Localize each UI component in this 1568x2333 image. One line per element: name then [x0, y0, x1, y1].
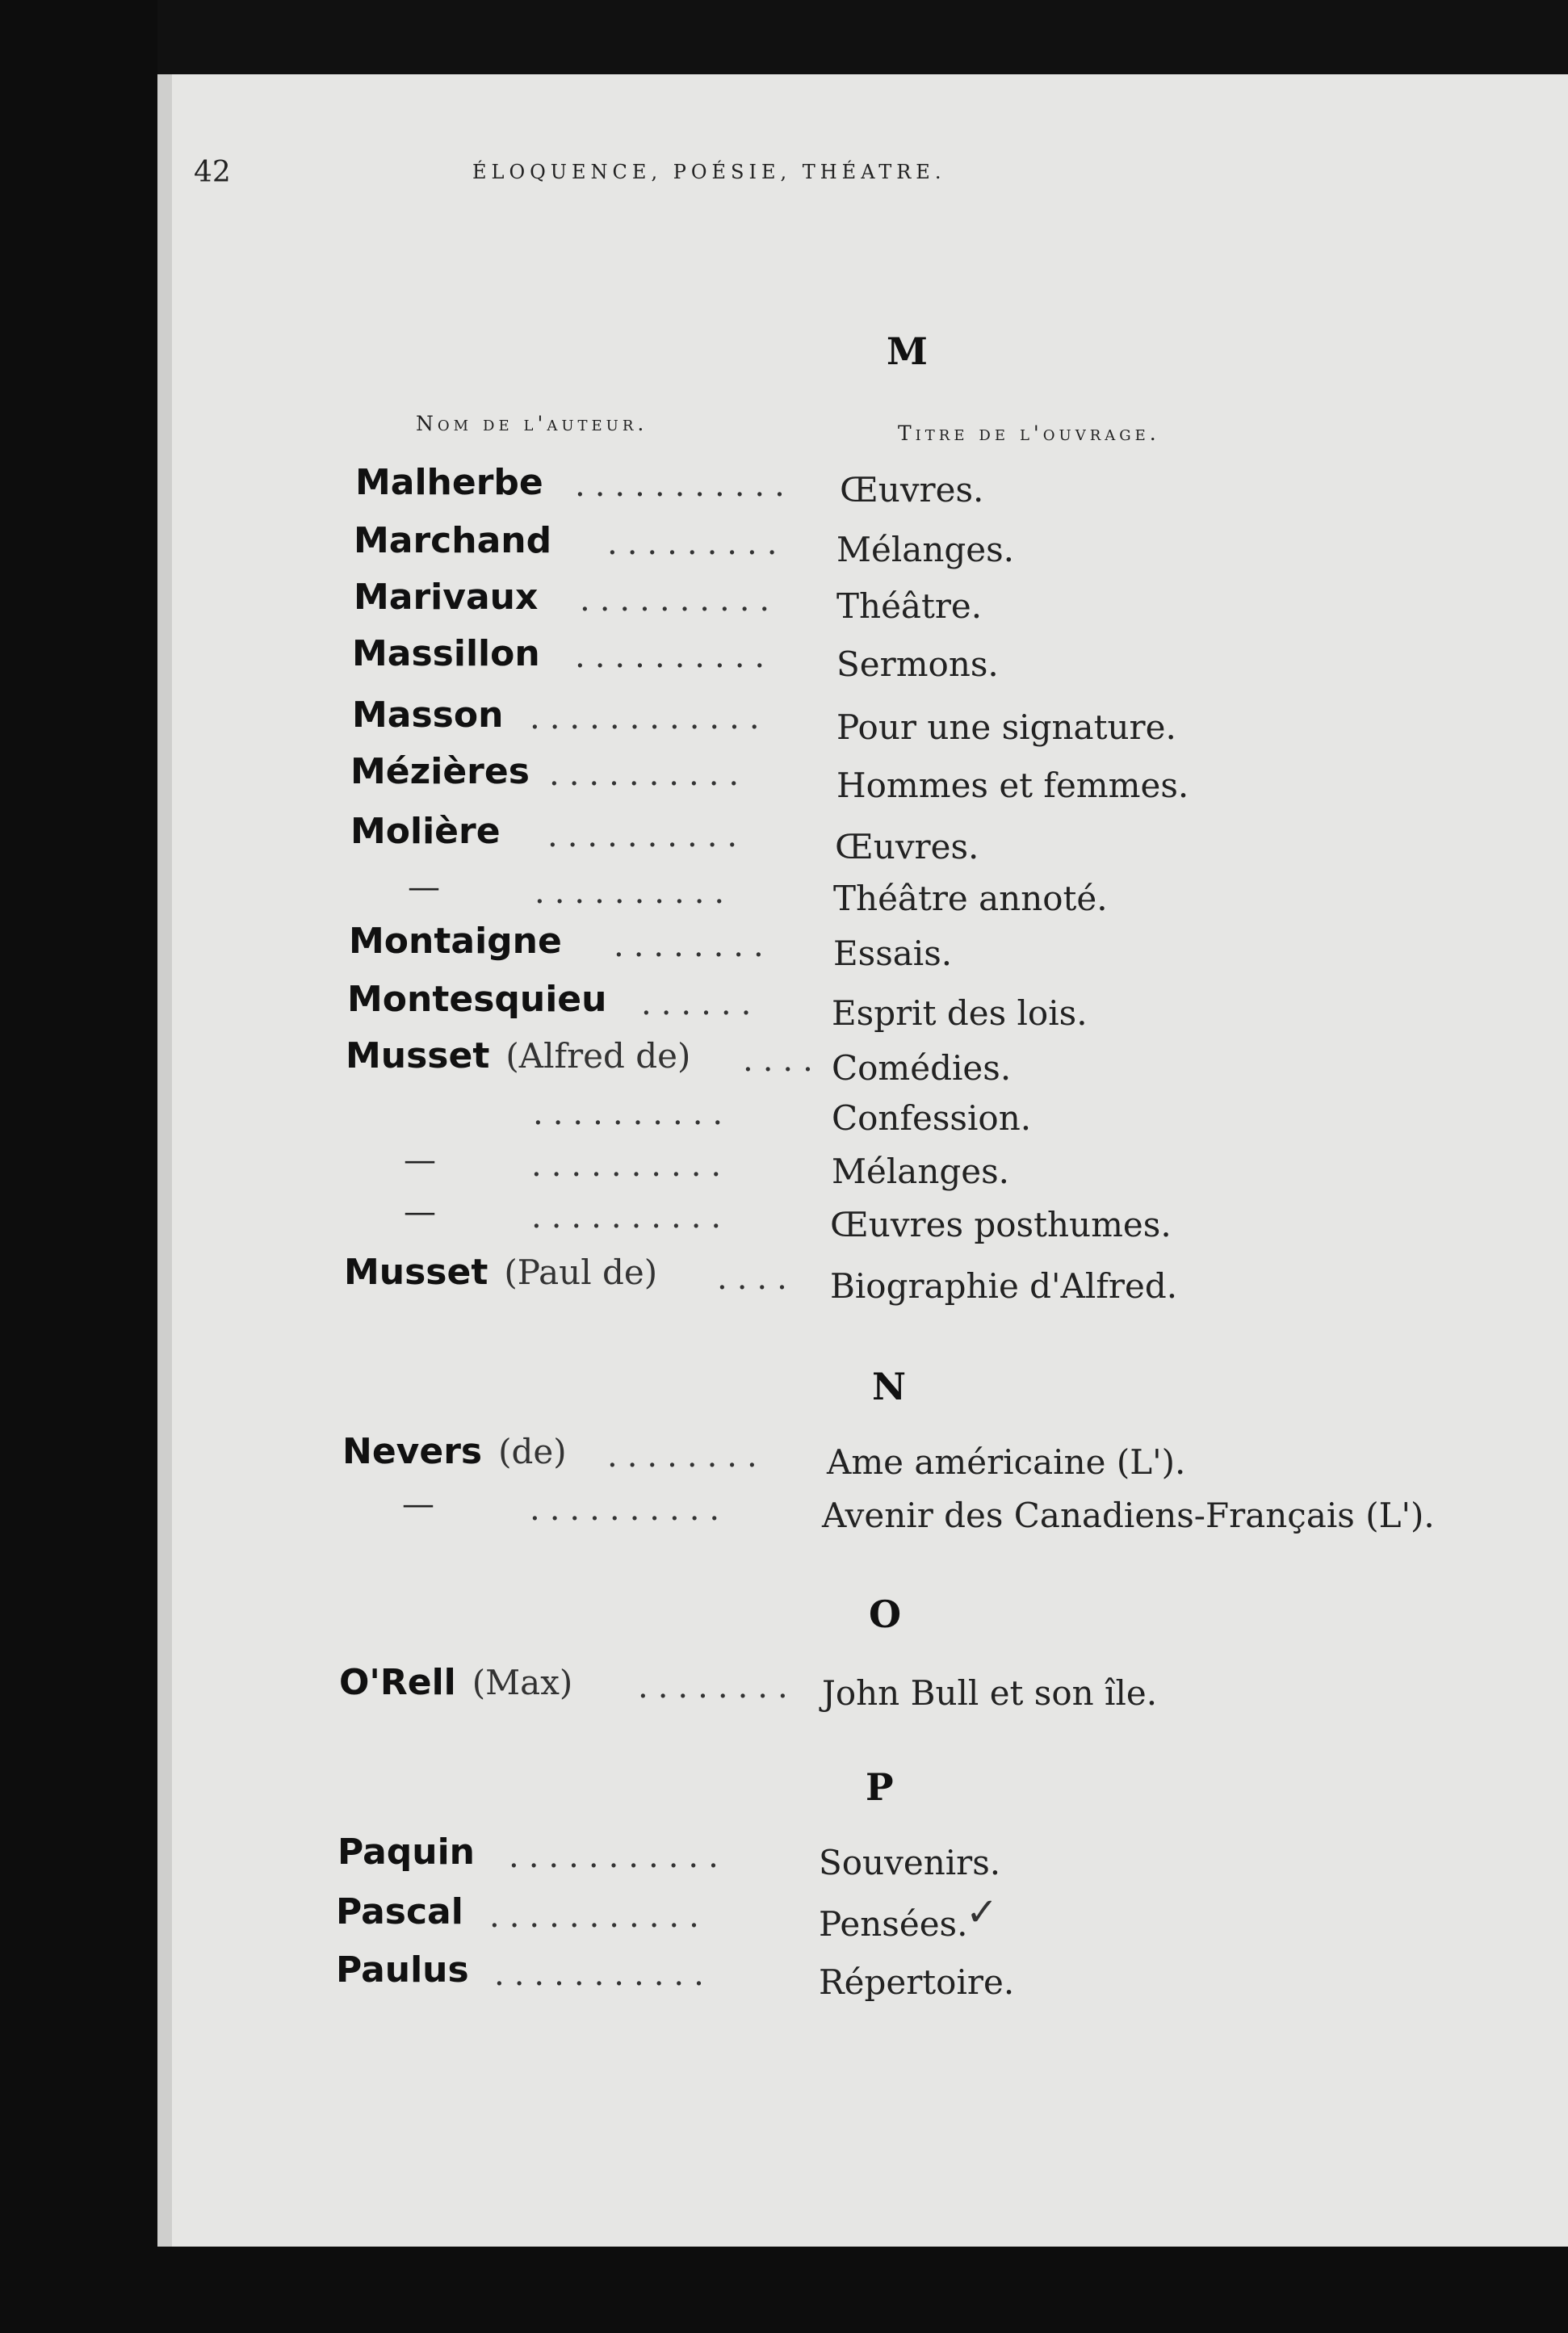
work-title: Pensées. [819, 1904, 968, 1944]
author-name: Marchand [354, 520, 552, 561]
dot-leader: .......... [580, 581, 780, 619]
entry-row [0, 577, 1568, 627]
entry-row [0, 1832, 1568, 1882]
work-title: Œuvres posthumes. [830, 1205, 1172, 1244]
author-surname: Musset [346, 1035, 490, 1076]
entry-row [0, 979, 1568, 1033]
dot-leader: .......... [533, 1095, 733, 1132]
work-title: Œuvres. [840, 470, 984, 510]
work-title: Comédies. [832, 1048, 1012, 1088]
dot-leader: ........ [614, 927, 774, 964]
dot-leader: .......... [531, 1147, 732, 1184]
work-title: Ame américaine (L'). [827, 1442, 1186, 1482]
entry-row [0, 1431, 1568, 1481]
work-title: Pour une signature. [836, 707, 1176, 747]
entry-row [0, 869, 1568, 919]
author-name: Paquin [337, 1832, 475, 1873]
running-title: ÉLOQUENCE, POÉSIE, THÉATRE. [472, 161, 946, 183]
entry-row [0, 1035, 1568, 1088]
section-letter-o: O [869, 1592, 902, 1636]
entry-row [0, 694, 1568, 745]
entry-row [0, 1949, 1568, 2002]
author-name [344, 1252, 657, 1293]
author-name [346, 1035, 690, 1076]
entry-row [0, 1890, 1568, 1944]
entry-row [0, 751, 1568, 805]
work-title: Souvenirs. [819, 1843, 1001, 1882]
dot-leader: ......... [607, 525, 787, 562]
entry-row [0, 520, 1568, 570]
work-title: Confession. [832, 1098, 1032, 1138]
author-qualifier: (Alfred de) [505, 1036, 691, 1076]
dot-leader: .......... [575, 638, 775, 675]
scan-background [157, 0, 1568, 74]
dot-leader: ............ [530, 699, 769, 736]
dot-leader: ........ [638, 1668, 798, 1706]
page-header [194, 156, 1243, 204]
work-title: Sermons. [836, 644, 999, 684]
dot-leader: .......... [531, 1198, 732, 1236]
work-title: Répertoire. [819, 1962, 1015, 2002]
entry-row [0, 462, 1568, 512]
author-surname: O'Rell [339, 1662, 456, 1703]
author-name: Molière [350, 811, 501, 852]
ditto-dash: — [402, 1486, 434, 1523]
entry-row [0, 811, 1568, 866]
dot-leader: ...... [641, 985, 761, 1022]
dot-leader: .......... [535, 874, 735, 911]
entry-row [0, 1194, 1568, 1244]
ditto-dash: — [404, 1142, 436, 1179]
author-name: Montesquieu [347, 979, 607, 1020]
section-letter-m: M [887, 329, 928, 373]
work-title: Mélanges. [836, 530, 1015, 569]
author-name [342, 1431, 567, 1472]
author-name: Massillon [352, 633, 540, 674]
author-name: Marivaux [354, 577, 539, 618]
ditto-dash: — [404, 1194, 436, 1231]
dot-leader: .... [743, 1042, 823, 1079]
dot-leader: ........... [575, 467, 794, 504]
dot-leader: ........... [509, 1838, 728, 1875]
work-title: Esprit des lois. [832, 993, 1088, 1033]
entry-row [0, 1142, 1568, 1192]
dot-leader: ........... [494, 1956, 714, 1993]
author-name: Paulus [336, 1949, 469, 1991]
author-name: Masson [352, 694, 504, 736]
author-name: Montaigne [349, 921, 562, 962]
dot-leader: ........ [607, 1437, 767, 1475]
section-letter-p: P [866, 1765, 894, 1809]
entry-row [0, 921, 1568, 971]
author-name: Pascal [336, 1891, 463, 1932]
author-surname: Nevers [342, 1431, 483, 1472]
author-surname: Musset [344, 1252, 488, 1293]
dot-leader: .......... [530, 1491, 730, 1528]
work-title: Biographie d'Alfred. [830, 1266, 1178, 1306]
entry-row [0, 1662, 1568, 1712]
work-title: Essais. [833, 934, 953, 973]
author-qualifier: (Paul de) [504, 1253, 658, 1292]
work-title: Avenir des Canadiens-Français (L'). [822, 1496, 1435, 1535]
work-title: Théâtre annoté. [833, 879, 1108, 918]
dot-leader: ........... [489, 1898, 709, 1935]
dot-leader: .......... [549, 756, 749, 793]
dot-leader: .... [717, 1260, 797, 1297]
column-head-title: Titre de l'ouvrage. [898, 422, 1160, 445]
author-name [339, 1662, 572, 1703]
entry-row [0, 633, 1568, 683]
work-title: Hommes et femmes. [836, 766, 1189, 805]
dot-leader: .......... [547, 817, 748, 854]
author-name: Malherbe [355, 462, 543, 503]
work-title: John Bull et son île. [822, 1673, 1158, 1713]
entry-row [0, 1252, 1568, 1306]
work-title: Théâtre. [836, 586, 983, 626]
column-head-author: Nom de l'auteur. [416, 412, 648, 435]
work-title: Œuvres. [835, 827, 979, 866]
section-letter-n: N [872, 1365, 907, 1408]
author-qualifier: (Max) [472, 1663, 573, 1702]
author-qualifier: (de) [498, 1432, 567, 1471]
work-title: Mélanges. [832, 1152, 1010, 1191]
author-name: Mézières [350, 751, 530, 792]
entry-row [0, 1486, 1568, 1536]
check-mark-icon: ✓ [966, 1890, 999, 1935]
entry-row [0, 1090, 1568, 1140]
ditto-dash: — [408, 869, 440, 906]
page-number: 42 [194, 156, 231, 189]
